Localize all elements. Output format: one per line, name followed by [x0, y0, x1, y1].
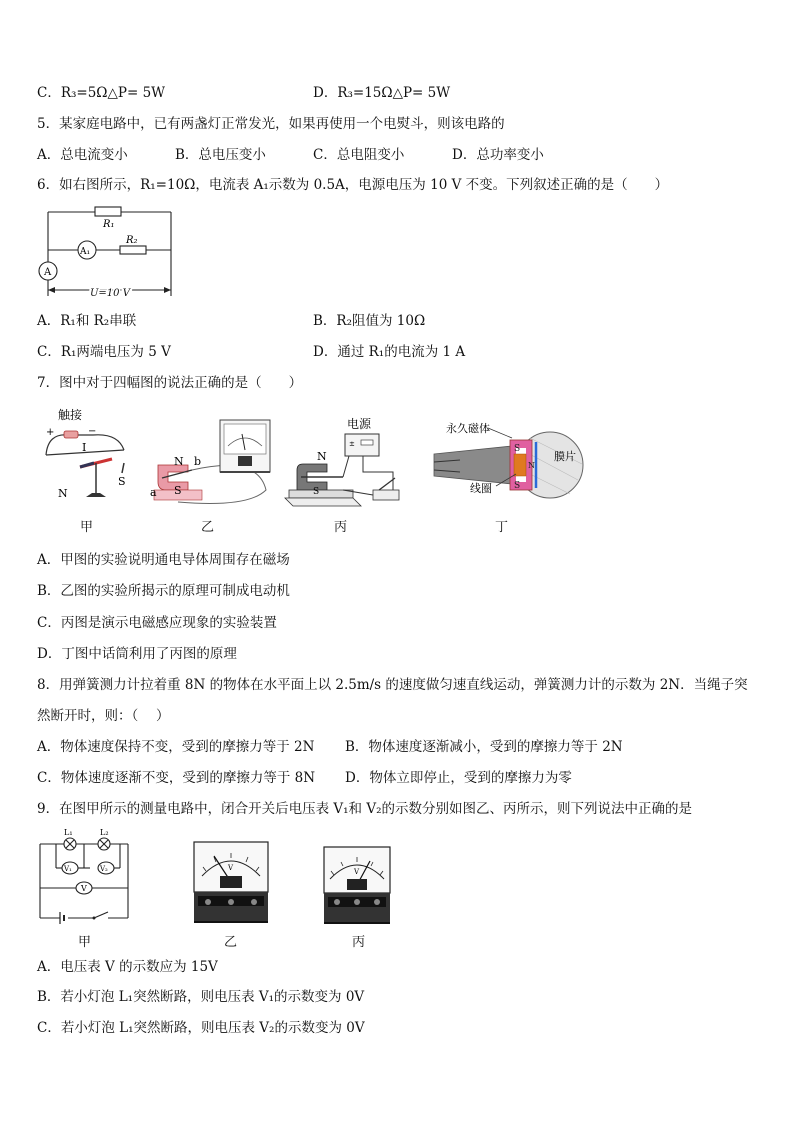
jia-s-label: S — [118, 475, 126, 488]
q7-figure-jia — [38, 405, 138, 515]
q9-caption-bing: 丙 — [352, 935, 366, 950]
ding-coil-label: 线圈 — [470, 482, 492, 495]
q9-figure-jia-circuit — [34, 826, 134, 926]
q7-option-d: D．丁图中话筒利用了丙图的原理 — [37, 646, 237, 662]
bing-power-label: 电源 — [347, 417, 372, 431]
svg-text:±: ± — [349, 440, 355, 448]
q8-option-d: D．物体立即停止，受到的摩擦力为零 — [345, 770, 572, 786]
q7-figure-yi — [148, 410, 288, 510]
yi-a-label: a — [150, 486, 157, 499]
q8-stem-line-1: 8．用弹簧测力计拉着重 8N 的物体在水平面上以 2.5m/s 的速度做匀速直线运动，弹簧测力计的示数为 2N．当绳子突 — [37, 677, 748, 693]
q9-option-a: A．电压表 V 的示数应为 15V — [37, 959, 218, 975]
q6-a-label: A — [44, 267, 52, 278]
q6-option-c: C．R₁两端电压为 5 V — [37, 344, 171, 360]
q9-l1-label: L₁ — [64, 828, 73, 837]
q7-caption-yi: 乙 — [201, 520, 215, 535]
bing-s-label: S — [313, 487, 320, 497]
q9-caption-jia: 甲 — [78, 935, 92, 950]
q7-option-c: C．丙图是演示电磁感应现象的实验装置 — [37, 615, 277, 631]
q9-option-b: B．若小灯泡 L₁突然断路，则电压表 V₁的示数变为 0V — [37, 989, 365, 1005]
q9-caption-yi: 乙 — [224, 935, 238, 950]
q9-v-label: V — [81, 884, 87, 893]
q8-option-a: A．物体速度保持不变，受到的摩擦力等于 2N — [37, 739, 315, 755]
jia-n-label: N — [58, 487, 68, 500]
q9-figure-yi-voltmeter — [192, 838, 270, 926]
yi-s-label: S — [174, 484, 182, 497]
q6-r2-label: R₂ — [126, 235, 138, 246]
q9-option-c: C．若小灯泡 L₁突然断路，则电压表 V₂的示数变为 0V — [37, 1020, 365, 1036]
bing-n-label: N — [317, 450, 327, 463]
switch-icon — [373, 490, 399, 500]
q7-option-a: A．甲图的实验说明通电导体周围存在磁场 — [37, 552, 290, 568]
battery-icon — [64, 431, 78, 438]
q9-stem: 9．在图甲所示的测量电路中，闭合开关后电压表 V₁和 V₂的示数分别如图乙、丙所示，则下列说法中正确的是 — [37, 801, 692, 817]
jia-plus-label: + — [46, 427, 55, 438]
q6-option-d: D．通过 R₁的电流为 1 A — [313, 344, 466, 360]
q6-r1-label: R₁ — [103, 219, 115, 230]
q6-stem: 6．如右图所示，R₁=10Ω，电流表 A₁示数为 0.5A，电源电压为 10 V 不变。下列叙述正确的是（ ） — [37, 177, 669, 193]
q6-option-a: A．R₁和 R₂串联 — [37, 313, 137, 329]
q5-option-c: C．总电阻变小 — [313, 147, 405, 163]
ding-magnet-label: 永久磁体 — [446, 422, 490, 435]
q7-figure-bing — [283, 410, 413, 510]
q4-option-d: D．R₃=15Ω△P= 5W — [313, 85, 451, 101]
q7-figure-ding — [430, 410, 590, 510]
svg-text:V: V — [354, 868, 360, 876]
q9-v2-label: V₂ — [100, 865, 108, 873]
q5-option-d: D．总功率变小 — [452, 147, 544, 163]
q8-stem-line-2: 然断开时，则：（ ） — [37, 708, 170, 724]
q6-a1-label: A₁ — [80, 247, 91, 257]
svg-text:V: V — [228, 864, 234, 872]
yi-n-label: N — [174, 455, 184, 468]
q9-l2-label: L₂ — [100, 828, 109, 837]
ding-n-label: N — [528, 461, 535, 470]
jia-touch-label: 触接 — [58, 408, 83, 422]
q9-v1-label: V₁ — [64, 865, 72, 873]
q4-option-c: C．R₃=5Ω△P= 5W — [37, 85, 166, 101]
ding-s-top-label: S — [514, 444, 521, 454]
q6-option-b: B．R₂阻值为 10Ω — [313, 313, 426, 329]
q9-figure-bing-voltmeter — [322, 845, 392, 927]
coil-icon — [514, 454, 526, 476]
jia-minus-label: − — [88, 426, 97, 437]
q7-caption-jia: 甲 — [80, 520, 94, 535]
q6-circuit-diagram — [35, 200, 185, 300]
ding-s-bottom-label: S — [514, 481, 521, 491]
q8-option-c: C．物体速度逐渐不变，受到的摩擦力等于 8N — [37, 770, 316, 786]
q7-option-b: B．乙图的实验所揭示的原理可制成电动机 — [37, 583, 290, 599]
q7-caption-bing: 丙 — [334, 520, 348, 535]
q7-stem: 7．图中对于四幅图的说法正确的是（ ） — [37, 375, 303, 391]
jia-current-label: I — [82, 441, 87, 454]
q5-option-b: B．总电压变小 — [175, 147, 266, 163]
q7-caption-ding: 丁 — [495, 520, 509, 535]
q5-stem: 5．某家庭电路中，已有两盏灯正常发光，如果再使用一个电熨斗，则该电路的 — [37, 116, 505, 132]
ding-membrane-label: 膜片 — [554, 450, 576, 463]
q5-option-a: A．总电流变小 — [37, 147, 128, 163]
q8-option-b: B．物体速度逐渐减小，受到的摩擦力等于 2N — [345, 739, 623, 755]
yi-b-label: b — [194, 455, 202, 468]
q6-u-label: U=10 V — [90, 288, 130, 299]
